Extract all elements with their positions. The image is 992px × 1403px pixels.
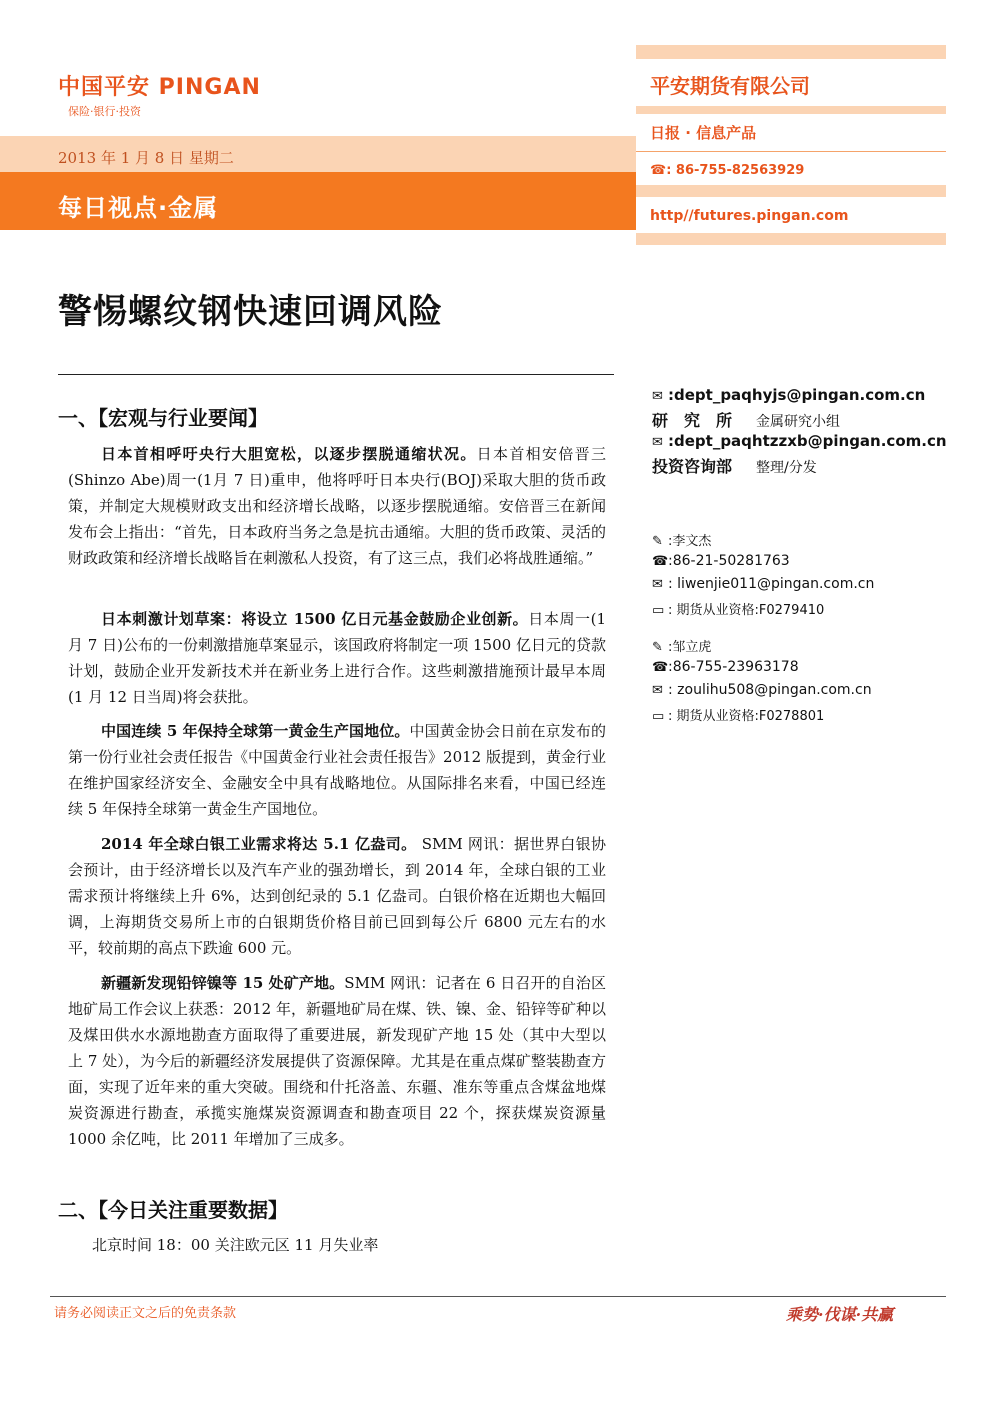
company-phone: ☎: 86-755-82563929 [650,163,805,178]
news-lead: 新疆新发现铅锌镍等 15 处矿产地。 [101,974,345,992]
company-logo: 中国平安 PINGAN [58,75,261,100]
section-label: 每日视点·金属 [58,194,219,222]
news-lead: 日本刺激计划草案：将设立 1500 亿日元基金鼓励企业创新。 [101,610,529,628]
product-type: 日报 · 信息产品 [650,124,757,142]
book-icon: ▭ [652,709,665,724]
news-paragraph-3 [68,718,606,822]
analyst-phone: ☎:86-755-23963178 [652,659,799,675]
company-name: 平安期货有限公司 [650,74,810,98]
analyst-name: ✎ :邹立虎 [652,640,712,655]
news-body: 日本周一(1 月 7 日)公布的一份刺激措施草案显示，该国政府将制定一项 1500 亿日元的贷款计划，鼓励企业开发新技术并在新业务上进行合作。这些刺激措施预计最早本周(1 月 12 日当周)将会获批。 [68,610,606,706]
analyst-email[interactable]: ✉ : liwenjie011@pingan.com.cn [652,576,875,592]
panel-top-stripe [636,45,946,59]
research-dept [652,408,840,431]
pen-icon: ✎ [652,640,663,655]
phone-icon: ☎ [652,660,669,675]
envelope-icon: ✉ [652,577,663,592]
section1-heading: 一、【宏观与行业要闻】 [58,406,268,430]
news-paragraph-4 [68,831,606,961]
analyst-email[interactable]: ✉ : zoulihu508@pingan.com.cn [652,682,872,698]
consulting-dept [652,454,817,477]
panel-bottom-stripe [636,233,946,245]
dept-value: 金属研究小组 [756,414,840,430]
panel-divider [636,151,946,152]
panel-stripe-3 [636,185,946,197]
envelope-icon: ✉ [652,389,663,404]
data-watch-line: 北京时间 18：00 关注欧元区 11 月失业率 [92,1236,379,1254]
news-lead: 中国连续 5 年保持全球第一黄金生产国地位。 [101,722,410,740]
title-divider [58,374,614,375]
news-lead: 2014 年全球白银工业需求将达 5.1 亿盎司。 [101,835,417,853]
news-body: SMM 网讯：据世界白银协会预计，由于经济增长以及汽车产业的强劲增长，到 2014 年，全球白银的工业需求预计将继续上升 6%，达到创纪录的 5.1 亿盎司。白银价格在近期也大幅回调，上海期货交易所上市的白银期货价格目前已回到每公斤 6800 元左右的水平，较前期的高点下跌逾 600 元。 [68,835,607,957]
news-body: SMM 网讯：记者在 6 日召开的自治区地矿局工作会议上获悉：2012 年，新疆地矿局在煤、铁、镍、金、铅锌等矿种以及煤田供水水源地勘查方面取得了重要进展，新发现矿产地 15 处（其中大型以上 7 处），为今后的新疆经济发展提供了资源保障。尤其是在重点煤矿整装勘查方面，实现了近年来的重大突破。围绕和什托洛盖、东疆、准东等重点含煤盆地煤炭资源进行勘查，承揽实施煤炭资源调查和勘查项目 22 个，探获煤炭资源量 1000 余亿吨，比 2011 年增加了三成多。 [68,974,606,1148]
book-icon: ▭ [652,603,665,618]
analyst-name: ✎ :李文杰 [652,534,712,549]
news-paragraph-2 [68,606,606,710]
news-body: 中国黄金协会日前在京发布的第一份行业社会责任报告《中国黄金行业社会责任报告》2012 版提到，黄金行业在维护国家经济安全、金融安全中具有战略地位。从国际排名来看，中国已经连续 5 年保持全球第一黄金生产国地位。 [68,722,606,818]
phone-icon: ☎ [652,554,669,569]
analyst-phone: ☎:86-21-50281763 [652,553,790,569]
news-body: 日本首相安倍晋三(Shinzo Abe)周一(1月 7 日)重申，他将呼吁日本央行(BOJ)采取大胆的货币政策，并制定大规模财政支出和经济增长战略，以逐步摆脱通缩。安倍晋三在新闻发布会上指出：“首先，日本政府当务之急是抗击通缩。大胆的货币政策、灵活的财政政策和经济增长战略旨在刺激私人投资，有了这三点，我们必将战胜通缩。” [68,445,606,567]
envelope-icon: ✉ [652,435,663,450]
pen-icon: ✎ [652,534,663,549]
analyst-license: ▭ : 期货从业资格:F0279410 [652,603,825,618]
dept-label: 研 究 所 [652,411,733,430]
analyst-license: ▭ : 期货从业资格:F0278801 [652,709,825,724]
footer-divider [50,1296,946,1297]
news-paragraph-1 [68,441,606,571]
panel-stripe-2 [636,106,946,114]
news-paragraph-5 [68,970,606,1152]
dept-label: 投资咨询部 [652,457,733,476]
research-email[interactable]: ✉ :dept_paqhyjs@pingan.com.cn [652,386,926,404]
consulting-email[interactable]: ✉ :dept_paqhtzzxb@pingan.com.cn [652,432,947,450]
company-slogan: 乘势·伐谋·共赢 [786,1305,894,1324]
disclaimer-note: 请务必阅读正文之后的免责条款 [54,1306,237,1321]
section2-heading: 二、【今日关注重要数据】 [58,1198,288,1222]
dept-value: 整理/分发 [756,460,817,476]
report-date: 2013 年 1 月 8 日 星期二 [58,149,234,167]
report-title: 警惕螺纹钢快速回调风险 [58,292,443,332]
logo-tagline: 保险·银行·投资 [68,105,141,118]
company-url[interactable]: http//futures.pingan.com [650,208,849,224]
news-lead: 日本首相呼吁央行大胆宽松，以逐步摆脱通缩状况。 [101,445,477,463]
envelope-icon: ✉ [652,683,663,698]
